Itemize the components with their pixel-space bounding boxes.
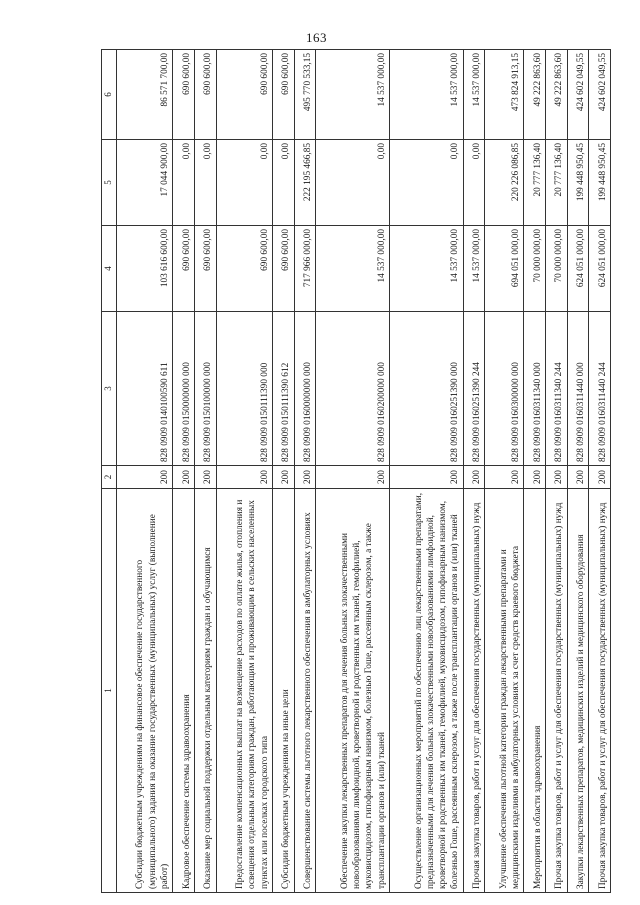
row-code-cell: 200 [463, 466, 485, 489]
row-kbk-cell: 828 0909 0160311340 244 [545, 312, 567, 466]
row-approved-cell: 690 600,00 [173, 226, 195, 312]
row-name-cell: Прочая закупка товаров, работ и услуг для обеспечения государственных (муниципальных) нужд [545, 489, 567, 893]
row-executed-cell: 0,00 [316, 140, 390, 226]
column-header: 5 [102, 140, 117, 226]
row-kbk-cell: 828 0909 0150111390 612 [272, 312, 294, 466]
row-kbk-cell: 828 0909 0150111390 000 [216, 312, 272, 466]
row-code-cell: 200 [116, 466, 172, 489]
row-name-cell: Обеспечение закупки лекарственных препаратов для лечения больных злокачественными новообразованиями лимфоидной, кроветворной и родственных им тканей, гемофилией, муковисцидозом, гипофизарным нанизмом, болезнью Гоше, рассеянным склерозом, а также трансплантации органов и (или) тканей [316, 489, 390, 893]
row-code-cell: 200 [567, 466, 589, 489]
row-remaining-cell: 49 222 863,60 [545, 50, 567, 140]
row-code-cell: 200 [389, 466, 463, 489]
row-code-cell: 200 [485, 466, 524, 489]
row-executed-cell: 199 448 950,45 [567, 140, 589, 226]
row-executed-cell: 20 777 136,40 [545, 140, 567, 226]
table-row [545, 50, 567, 893]
table-row [194, 50, 216, 893]
table-row [485, 50, 524, 893]
row-kbk-cell: 828 0909 0160000000 000 [294, 312, 316, 466]
row-name-cell: Прочая закупка товаров, работ и услуг для обеспечения государственных (муниципальных) нужд [463, 489, 485, 893]
row-name-cell: Закупки лекарственных препаратов, медицинских изделий и медицинского оборудования [567, 489, 589, 893]
row-code-cell: 200 [194, 466, 216, 489]
row-approved-cell: 70 000 000,00 [545, 226, 567, 312]
row-name-cell: Предоставление компенсационных выплат на возмещение расходов по оплате жилья, отопления и освещения отдельным категориям граждан, работающим и проживающим в сельских населенных пунктах или поселках городского типа [216, 489, 272, 893]
row-approved-cell: 624 051 000,00 [589, 226, 611, 312]
table-row [567, 50, 589, 893]
row-approved-cell: 694 051 000,00 [485, 226, 524, 312]
table-row [272, 50, 294, 893]
row-approved-cell: 690 600,00 [216, 226, 272, 312]
header-row [102, 50, 117, 893]
row-code-cell: 200 [294, 466, 316, 489]
row-remaining-cell: 690 600,00 [272, 50, 294, 140]
column-header: 4 [102, 226, 117, 312]
row-executed-cell: 199 448 950,45 [589, 140, 611, 226]
row-name-cell: Мероприятия в области здравоохранения [524, 489, 546, 893]
row-name-cell: Оказание мер социальной поддержки отдельным категориям граждан и обучающимся [194, 489, 216, 893]
row-code-cell: 200 [545, 466, 567, 489]
table-row [389, 50, 463, 893]
row-kbk-cell: 828 0909 0160311440 000 [567, 312, 589, 466]
row-name-cell: Осуществление организационных мероприятий по обеспечению лиц лекарственными препаратами, предназначенными для лечения больных злокачественными новообразованиями лимфоидной, кроветворной и родственных им тканей, гемофилией, муковисцидозом, гипофизарным нанизмом, болезнью Гоше, рассеянным склерозом, а также после трансплантации органов и (или) тканей [389, 489, 463, 893]
row-name-cell: Субсидии бюджетным учреждениям на финансовое обеспечение государственного (муниципального) задания на оказание государственных (муниципальных) услуг (выполнение работ) [116, 489, 172, 893]
row-kbk-cell: 828 0909 0140100590 611 [116, 312, 172, 466]
row-remaining-cell: 690 600,00 [194, 50, 216, 140]
row-approved-cell: 14 537 000,00 [389, 226, 463, 312]
row-remaining-cell: 690 600,00 [173, 50, 195, 140]
table-row [116, 50, 172, 893]
row-code-cell: 200 [272, 466, 294, 489]
row-executed-cell: 220 226 086,85 [485, 140, 524, 226]
row-kbk-cell: 828 0909 0150100000 000 [194, 312, 216, 466]
row-approved-cell: 717 966 000,00 [294, 226, 316, 312]
row-executed-cell: 222 195 466,85 [294, 140, 316, 226]
row-kbk-cell: 828 0909 0160251390 000 [389, 312, 463, 466]
rotated-table-wrapper [101, 50, 611, 893]
row-executed-cell: 0,00 [463, 140, 485, 226]
column-header: 3 [102, 312, 117, 466]
row-remaining-cell: 14 537 000,00 [463, 50, 485, 140]
row-code-cell: 200 [524, 466, 546, 489]
column-header: 1 [102, 489, 117, 893]
row-remaining-cell: 495 770 533,15 [294, 50, 316, 140]
column-header: 2 [102, 466, 117, 489]
row-name-cell: Прочая закупка товаров, работ и услуг для обеспечения государственных (муниципальных) нужд [589, 489, 611, 893]
table-row [589, 50, 611, 893]
row-kbk-cell: 828 0909 0160200000 000 [316, 312, 390, 466]
budget-table [101, 49, 611, 893]
table-row [524, 50, 546, 893]
row-approved-cell: 70 000 000,00 [524, 226, 546, 312]
row-approved-cell: 14 537 000,00 [463, 226, 485, 312]
row-executed-cell: 0,00 [194, 140, 216, 226]
row-remaining-cell: 424 602 049,55 [567, 50, 589, 140]
row-code-cell: 200 [173, 466, 195, 489]
table-row [463, 50, 485, 893]
row-name-cell: Улучшение обеспечения льготной категории граждан лекарственными препаратами и медицинскими изделиями в амбулаторных условиях за счет средств краевого бюджета [485, 489, 524, 893]
table-row [294, 50, 316, 893]
row-approved-cell: 690 600,00 [272, 226, 294, 312]
row-kbk-cell: 828 0909 0160311440 244 [589, 312, 611, 466]
row-remaining-cell: 690 600,00 [216, 50, 272, 140]
row-approved-cell: 14 537 000,00 [316, 226, 390, 312]
row-name-cell: Совершенствование системы льготного лекарственного обеспечения в амбулаторных условиях [294, 489, 316, 893]
row-kbk-cell: 828 0909 0160311340 000 [524, 312, 546, 466]
row-executed-cell: 0,00 [272, 140, 294, 226]
row-executed-cell: 0,00 [173, 140, 195, 226]
row-remaining-cell: 14 537 000,00 [389, 50, 463, 140]
row-executed-cell: 17 044 900,00 [116, 140, 172, 226]
row-approved-cell: 690 600,00 [194, 226, 216, 312]
page-number: 163 [306, 30, 327, 45]
row-kbk-cell: 828 0909 0160300000 000 [485, 312, 524, 466]
row-kbk-cell: 828 0909 0150000000 000 [173, 312, 195, 466]
row-approved-cell: 103 616 600,00 [116, 226, 172, 312]
table-row [216, 50, 272, 893]
row-remaining-cell: 86 571 700,00 [116, 50, 172, 140]
row-remaining-cell: 14 537 000,00 [316, 50, 390, 140]
row-kbk-cell: 828 0909 0160251390 244 [463, 312, 485, 466]
row-approved-cell: 624 051 000,00 [567, 226, 589, 312]
row-name-cell: Субсидии бюджетным учреждениям на иные цели [272, 489, 294, 893]
row-remaining-cell: 473 824 913,15 [485, 50, 524, 140]
table-row [316, 50, 390, 893]
row-executed-cell: 20 777 136,40 [524, 140, 546, 226]
row-remaining-cell: 49 222 863,60 [524, 50, 546, 140]
row-code-cell: 200 [216, 466, 272, 489]
row-executed-cell: 0,00 [389, 140, 463, 226]
row-code-cell: 200 [589, 466, 611, 489]
column-header: 6 [102, 50, 117, 140]
table-row [173, 50, 195, 893]
row-executed-cell: 0,00 [216, 140, 272, 226]
row-name-cell: Кадровое обеспечение системы здравоохранения [173, 489, 195, 893]
row-code-cell: 200 [316, 466, 390, 489]
row-remaining-cell: 424 602 049,55 [589, 50, 611, 140]
